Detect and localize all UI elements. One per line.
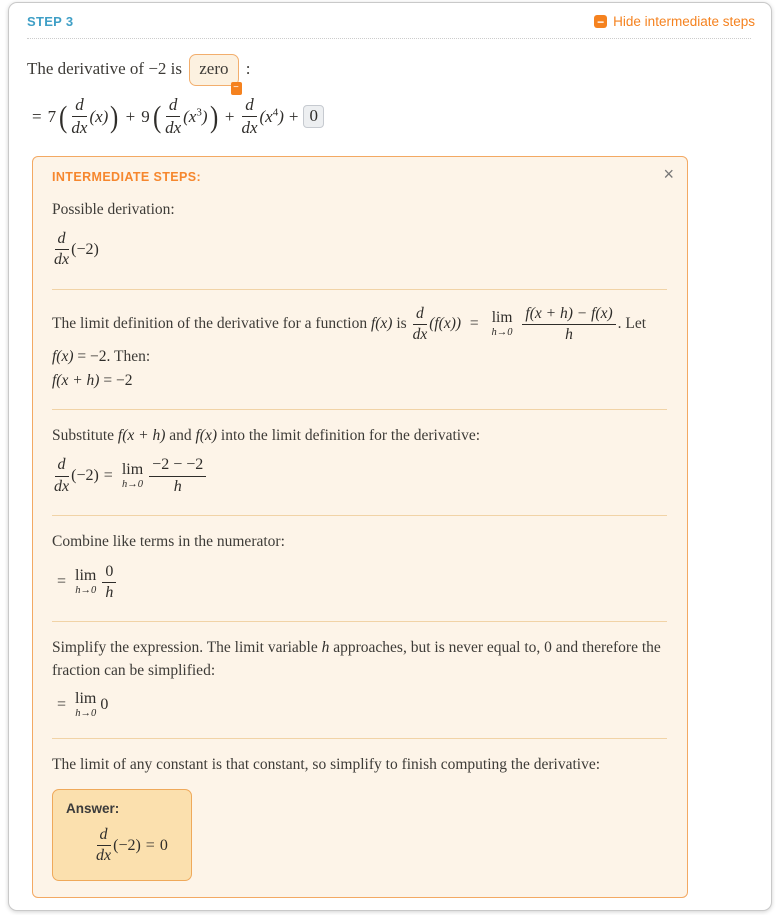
answer-label: Answer: — [66, 800, 120, 816]
f-of-x-plus-h: f(x + h) — [52, 372, 100, 390]
section-divider — [52, 289, 667, 290]
lim-subscript: h→0 — [75, 585, 97, 597]
fraction-numerator: d — [166, 95, 181, 117]
difference-quotient — [522, 305, 615, 344]
limitdef-line2 — [52, 346, 667, 368]
fraction-numerator: d — [97, 826, 111, 846]
d-dx-fraction — [54, 456, 69, 496]
fraction-denominator: dx — [412, 325, 428, 343]
fraction-denominator: h — [565, 325, 573, 343]
argument-x-fourth: $(x^4)$ — [259, 105, 284, 126]
d-dx-fraction — [96, 826, 111, 866]
answer-argument: (−2) — [113, 836, 141, 854]
fraction-numerator: d — [242, 95, 257, 117]
equals-sign: = — [469, 314, 479, 332]
coefficient-9: 9 — [141, 106, 150, 126]
simplify-text-b: approaches, but is never equal to, 0 and therefore the fraction can be simplified: — [52, 639, 661, 679]
simplify-math — [52, 688, 667, 722]
substitute-argument: (−2) — [71, 467, 99, 484]
answer-value: 0 — [159, 836, 168, 854]
combine-math — [52, 559, 667, 605]
limitdef-text-end: . Let — [617, 314, 647, 332]
fraction-denominator: dx — [54, 251, 70, 269]
sentence-text-after: : — [241, 59, 251, 78]
sentence-text-before: The derivative of — [27, 59, 149, 78]
answer-math — [94, 824, 169, 868]
d-dx-fraction — [413, 305, 428, 344]
substitute-paragraph — [52, 425, 667, 447]
equals-sign: = — [32, 106, 42, 126]
section-divider — [52, 738, 667, 739]
answer-box — [52, 789, 192, 881]
substitute-text-b: and — [165, 426, 196, 444]
substitute-math — [52, 453, 667, 499]
f-of-x-plus-h: f(x + h) — [117, 426, 166, 444]
substitute-text-a: Substitute — [52, 426, 118, 444]
limitdef-line3 — [52, 370, 667, 392]
simplify-text-a: Simplify the expression. The limit variable — [52, 639, 322, 657]
final-label: The limit of any constant is that constant, so simplify to finish computing the derivative: — [52, 756, 601, 774]
section-divider — [52, 409, 667, 410]
combine-fraction — [102, 563, 116, 603]
lim-label: lim — [491, 309, 513, 327]
hide-steps-label: Hide intermediate steps — [613, 14, 755, 29]
zero-chip[interactable] — [189, 54, 239, 93]
substitute-fraction — [149, 456, 206, 496]
equals-value: = −2 — [99, 372, 133, 390]
limit-operator — [75, 568, 96, 597]
derivative-sentence — [27, 54, 753, 93]
limit-operator — [122, 462, 143, 491]
equals-sign: = — [103, 467, 113, 484]
step-card — [8, 2, 772, 911]
section-divider — [52, 515, 667, 516]
f-of-x: f(x) — [52, 347, 74, 365]
plus-sign: + — [224, 106, 235, 126]
fraction-numerator: d — [413, 305, 427, 325]
fraction-numerator: d — [55, 230, 69, 250]
argument-x: (x) — [89, 106, 109, 126]
fraction-denominator: dx — [54, 477, 70, 495]
step-header — [9, 3, 771, 38]
simplify-paragraph — [52, 637, 667, 682]
right-paren: ) — [110, 99, 119, 134]
section-divider — [52, 621, 667, 622]
minus-icon: − — [594, 15, 607, 28]
chip-minus-badge[interactable]: − — [231, 82, 242, 95]
lim-label: lim — [121, 460, 144, 478]
combine-label: Combine like terms in the numerator: — [52, 533, 285, 550]
sentence-text-mid: is — [166, 59, 187, 78]
lim-label: lim — [75, 567, 97, 585]
f-of-x-argument: (f(x)) — [429, 314, 462, 332]
left-paren: ( — [152, 99, 162, 134]
hide-intermediate-steps-button[interactable] — [594, 14, 755, 29]
limit-operator — [75, 691, 96, 720]
d-dx-fraction — [71, 95, 87, 137]
f-of-x: f(x) — [370, 314, 393, 332]
limitdef-text-start: The limit definition of the derivative for a function — [52, 314, 371, 332]
simplify-value: 0 — [100, 696, 109, 714]
fraction-numerator: d — [55, 456, 69, 476]
plus-sign: + — [288, 106, 299, 126]
fraction-numerator: −2 − −2 — [149, 456, 206, 476]
derivation-label: Possible derivation: — [52, 200, 175, 218]
limit-definition-paragraph — [52, 305, 667, 344]
d-dx-fraction — [165, 95, 181, 137]
highlighted-zero[interactable]: 0 — [303, 105, 324, 128]
sentence-value: −2 — [148, 59, 167, 78]
coefficient-7: 7 — [47, 106, 57, 126]
step-label: STEP 3 — [27, 14, 74, 29]
left-paren: ( — [59, 99, 68, 134]
right-paren: ) — [209, 99, 218, 134]
equals-sign: = — [57, 573, 67, 591]
lim-label: lim — [75, 690, 97, 708]
argument-x-cubed: $(x^3)$ — [183, 105, 208, 126]
panel-title: INTERMEDIATE STEPS: — [52, 169, 202, 184]
d-dx-fraction — [241, 95, 257, 137]
then-text: Then: — [110, 347, 151, 365]
fraction-denominator: dx — [165, 118, 182, 137]
fraction-numerator: d — [72, 95, 87, 117]
limit-operator — [492, 310, 513, 338]
f-of-x: f(x) — [195, 426, 218, 444]
step-content — [9, 39, 771, 898]
substitute-text-c: into the limit definition for the derivative: — [217, 426, 481, 444]
fraction-denominator: dx — [71, 118, 88, 137]
equals-value: = −2. — [73, 347, 111, 365]
lim-subscript: h→0 — [75, 708, 97, 720]
fraction-numerator: 0 — [102, 563, 116, 583]
limitdef-text-is: is — [392, 314, 411, 332]
fraction-denominator: h — [105, 583, 114, 601]
fraction-numerator: f(x + h) − f(x) — [522, 305, 615, 325]
derivation-argument: (−2) — [71, 240, 99, 258]
plus-sign: + — [125, 106, 136, 126]
derivation-math — [52, 227, 667, 273]
equals-sign: = — [57, 696, 67, 714]
fraction-denominator: h — [173, 477, 182, 495]
variable-h: h — [321, 639, 330, 657]
derivative-formula — [27, 94, 753, 140]
lim-subscript: h→0 — [491, 326, 513, 338]
lim-subscript: h→0 — [122, 478, 143, 490]
fraction-denominator: dx — [96, 847, 112, 865]
close-icon[interactable]: × — [663, 163, 674, 184]
intermediate-steps-panel — [32, 156, 688, 898]
zero-chip-label: zero — [199, 59, 229, 78]
fraction-denominator: dx — [241, 118, 258, 137]
d-dx-fraction — [54, 230, 69, 270]
equals-sign: = — [145, 836, 155, 854]
